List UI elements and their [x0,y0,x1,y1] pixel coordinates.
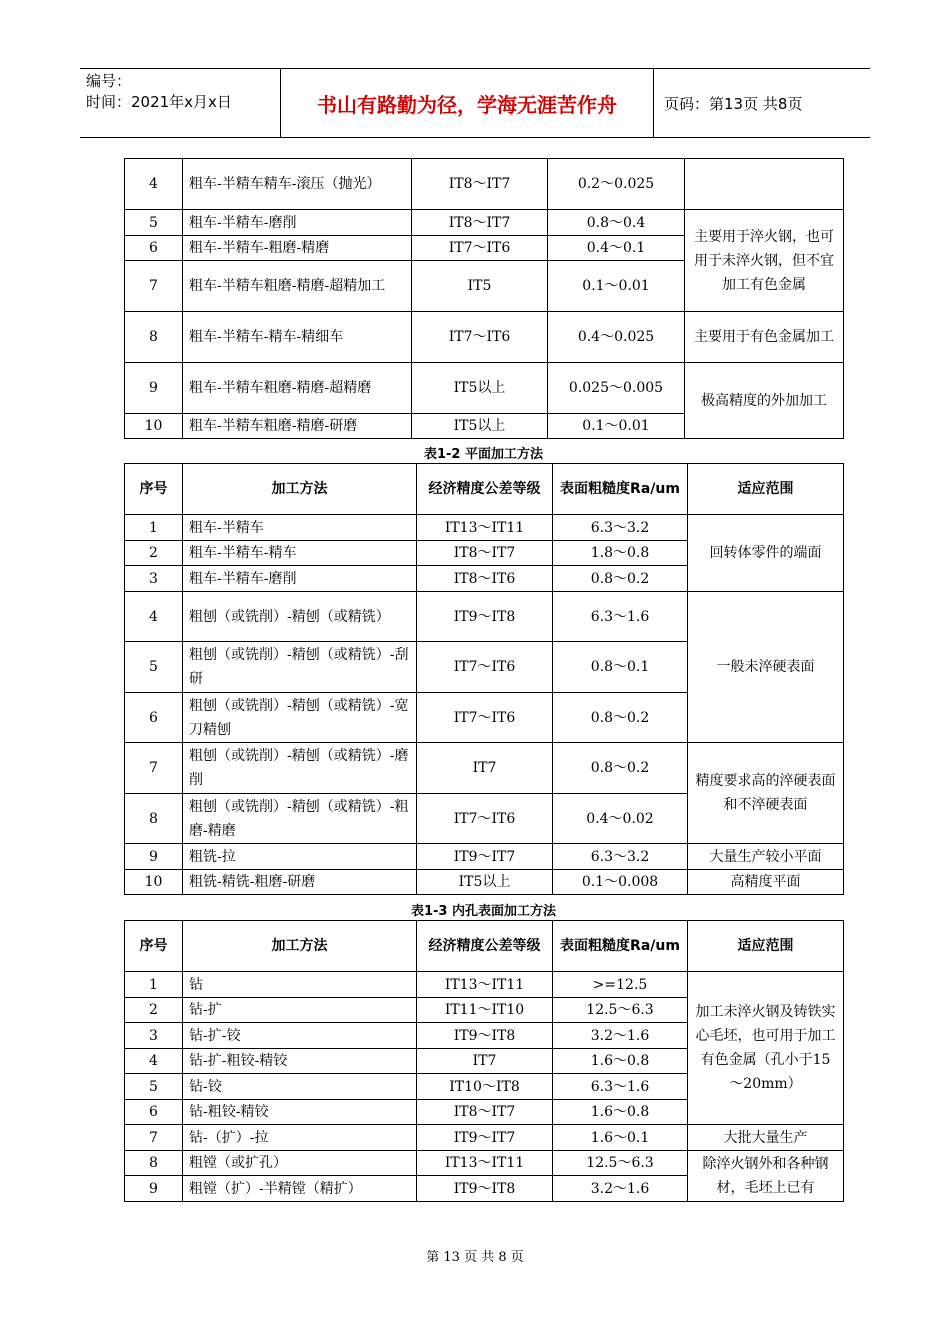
cell-grade: IT8～IT7 [412,210,548,236]
cell-scope: 主要用于有色金属加工 [685,312,844,363]
cell-method: 粗车-半精车-磨削 [183,210,412,236]
cell-grade: IT9～IT7 [417,844,553,870]
cell-grade: IT13～IT11 [417,1151,553,1176]
cell-grade: IT9～IT8 [417,1023,553,1049]
header-no: 序号 [125,464,183,515]
cell-no: 10 [125,414,183,439]
cell-ra: 0.2～0.025 [548,159,685,210]
cell-ra: 1.8～0.8 [553,541,688,566]
cell-ra: 0.025～0.005 [548,363,685,414]
cell-no: 2 [125,541,183,566]
cell-grade: IT5 [412,261,548,312]
header-scope: 适应范围 [688,464,844,515]
cell-method: 粗车-半精车 [183,515,417,541]
cell-ra: 6.3～1.6 [553,592,688,642]
page-header [80,68,870,138]
cell-grade: IT7 [417,1049,553,1074]
table-row [125,1151,844,1176]
page-footer: 第 13 页 共 8 页 [426,1250,524,1265]
table-row [125,844,844,870]
cell-method: 粗刨（或铣削）-精刨（或精铣）-宽刀精刨 [183,693,417,743]
cell-method: 钻-扩 [183,998,417,1023]
cell-ra: 1.6～0.1 [553,1125,688,1151]
cell-no: 3 [125,566,183,592]
cell-grade: IT11～IT10 [417,998,553,1023]
cell-grade: IT13～IT11 [417,515,553,541]
cell-grade: IT7 [417,743,553,794]
cell-grade: IT10～IT8 [417,1074,553,1100]
cell-grade: IT8～IT7 [417,1100,553,1125]
cell-ra: 0.4～0.1 [548,236,685,261]
cell-method: 粗刨（或铣削）-精刨（或精铣） [183,592,417,642]
cell-grade: IT5以上 [412,414,548,439]
header-method: 加工方法 [183,921,417,972]
cell-ra: 0.8～0.2 [553,743,688,794]
cell-no: 4 [125,1049,183,1074]
cell-grade: IT9～IT7 [417,1125,553,1151]
header-ra: 表面粗糙度Ra/um [553,464,688,515]
header-grade: 经济精度公差等级 [417,464,553,515]
cell-ra: 12.5～6.3 [553,1151,688,1176]
cell-no: 7 [125,743,183,794]
cell-grade: IT7～IT6 [412,312,548,363]
cell-scope: 高精度平面 [688,870,844,895]
cell-ra: 3.2～1.6 [553,1176,688,1202]
cell-ra: 0.1～0.01 [548,261,685,312]
cell-ra: 0.1～0.008 [553,870,688,895]
cell-scope: 除淬火钢外和各种钢材，毛坯上已有 [688,1151,844,1202]
cell-method: 钻-粗铰-精铰 [183,1100,417,1125]
cell-no: 2 [125,998,183,1023]
cell-grade: IT7～IT6 [412,236,548,261]
cell-method: 粗铣-拉 [183,844,417,870]
cell-method: 粗车-半精车精车-滚压（抛光） [183,159,412,210]
cell-method: 粗车-半精车粗磨-精磨-超精磨 [183,363,412,414]
cell-no: 6 [125,236,183,261]
cell-no: 9 [125,1176,183,1202]
cell-no: 5 [125,210,183,236]
cell-scope: 精度要求高的淬硬表面和不淬硬表面 [688,743,844,844]
table-row [125,972,844,998]
cell-no: 10 [125,870,183,895]
cell-no: 4 [125,592,183,642]
cell-grade: IT7～IT6 [417,693,553,743]
cell-no: 1 [125,515,183,541]
table-row [125,210,844,236]
header-grade: 经济精度公差等级 [417,921,553,972]
cell-ra: 0.8～0.4 [548,210,685,236]
table-inner-hole [124,920,844,1202]
cell-method: 粗刨（或铣削）-精刨（或精铣）-粗磨-精磨 [183,794,417,844]
cell-no: 6 [125,693,183,743]
cell-ra: 1.6～0.8 [553,1049,688,1074]
cell-method: 钻-铰 [183,1074,417,1100]
header-method: 加工方法 [183,464,417,515]
cell-method: 粗铣-精铣-粗磨-研磨 [183,870,417,895]
table-row [125,592,844,642]
cell-no: 5 [125,642,183,693]
cell-scope: 主要用于淬火钢，也可用于未淬火钢，但不宜加工有色金属 [685,210,844,312]
doc-number-label: 编号： [86,72,132,90]
cell-ra: >=12.5 [553,972,688,998]
cell-scope-empty [685,159,844,210]
cell-method: 钻 [183,972,417,998]
cell-ra: 6.3～3.2 [553,515,688,541]
cell-grade: IT8～IT6 [417,566,553,592]
cell-method: 粗镗（或扩孔） [183,1151,417,1176]
cell-grade: IT8～IT7 [417,541,553,566]
table-row [125,363,844,414]
cell-ra: 6.3～1.6 [553,1074,688,1100]
cell-method: 粗刨（或铣削）-精刨（或精铣）-刮研 [183,642,417,693]
cell-no: 6 [125,1100,183,1125]
cell-method: 钻-（扩）-拉 [183,1125,417,1151]
table-row [125,159,844,210]
doc-date-label: 时间：2021年x月x日 [86,93,232,111]
cell-no: 7 [125,1125,183,1151]
header-ra: 表面粗糙度Ra/um [553,921,688,972]
cell-no: 8 [125,1151,183,1176]
cell-ra: 0.8～0.1 [553,642,688,693]
cell-method: 粗刨（或铣削）-精刨（或精铣）-磨削 [183,743,417,794]
cell-method: 钻-扩-铰 [183,1023,417,1049]
cell-no: 9 [125,363,183,414]
cell-scope: 大批大量生产 [688,1125,844,1151]
cell-grade: IT8～IT7 [412,159,548,210]
cell-grade: IT9～IT8 [417,592,553,642]
cell-method: 粗车-半精车粗磨-精磨-研磨 [183,414,412,439]
header-no: 序号 [125,921,183,972]
cell-grade: IT7～IT6 [417,642,553,693]
cell-ra: 0.1～0.01 [548,414,685,439]
cell-scope: 一般未淬硬表面 [688,592,844,743]
table-row [125,312,844,363]
cell-method: 粗车-半精车-粗磨-精磨 [183,236,412,261]
table-header-row [125,464,844,515]
cell-ra: 0.8～0.2 [553,566,688,592]
cell-method: 粗车-半精车-精车-精细车 [183,312,412,363]
header-scope: 适应范围 [688,921,844,972]
cell-ra: 1.6～0.8 [553,1100,688,1125]
cell-grade: IT7～IT6 [417,794,553,844]
cell-method: 粗车-半精车粗磨-精磨-超精加工 [183,261,412,312]
table2-caption: 表1-2 平面加工方法 [423,447,543,462]
header-page-label: 页码：第13页 共8页 [664,94,803,113]
cell-grade: IT9～IT8 [417,1176,553,1202]
cell-ra: 0.8～0.2 [553,693,688,743]
cell-no: 4 [125,159,183,210]
table-row [125,870,844,895]
table-row [125,515,844,541]
cell-method: 钻-扩-粗铰-精铰 [183,1049,417,1074]
cell-grade: IT5以上 [417,870,553,895]
cell-scope: 加工未淬火钢及铸铁实心毛坯，也可用于加工有色金属（孔小于15～20mm） [688,972,844,1125]
table-header-row [125,921,844,972]
cell-grade: IT5以上 [412,363,548,414]
cell-no: 5 [125,1074,183,1100]
cell-no: 3 [125,1023,183,1049]
cell-scope: 极高精度的外加加工 [685,363,844,439]
cell-method: 粗镗（扩）-半精镗（精扩） [183,1176,417,1202]
table-outer-surface [124,158,844,439]
table-row [125,743,844,794]
cell-method: 粗车-半精车-精车 [183,541,417,566]
cell-no: 9 [125,844,183,870]
cell-method: 粗车-半精车-磨削 [183,566,417,592]
cell-no: 8 [125,312,183,363]
table-flat-surface [124,463,844,895]
cell-grade: IT13～IT11 [417,972,553,998]
header-motto: 书山有路勤为径，学海无涯苦作舟 [280,69,654,137]
table3-caption: 表1-3 内孔表面加工方法 [410,904,556,919]
cell-ra: 0.4～0.02 [553,794,688,844]
cell-ra: 12.5～6.3 [553,998,688,1023]
header-left [86,71,276,113]
cell-ra: 6.3～3.2 [553,844,688,870]
cell-no: 8 [125,794,183,844]
cell-ra: 0.4～0.025 [548,312,685,363]
table-row [125,1125,844,1151]
cell-no: 7 [125,261,183,312]
cell-scope: 回转体零件的端面 [688,515,844,592]
cell-ra: 3.2～1.6 [553,1023,688,1049]
cell-scope: 大量生产较小平面 [688,844,844,870]
cell-no: 1 [125,972,183,998]
